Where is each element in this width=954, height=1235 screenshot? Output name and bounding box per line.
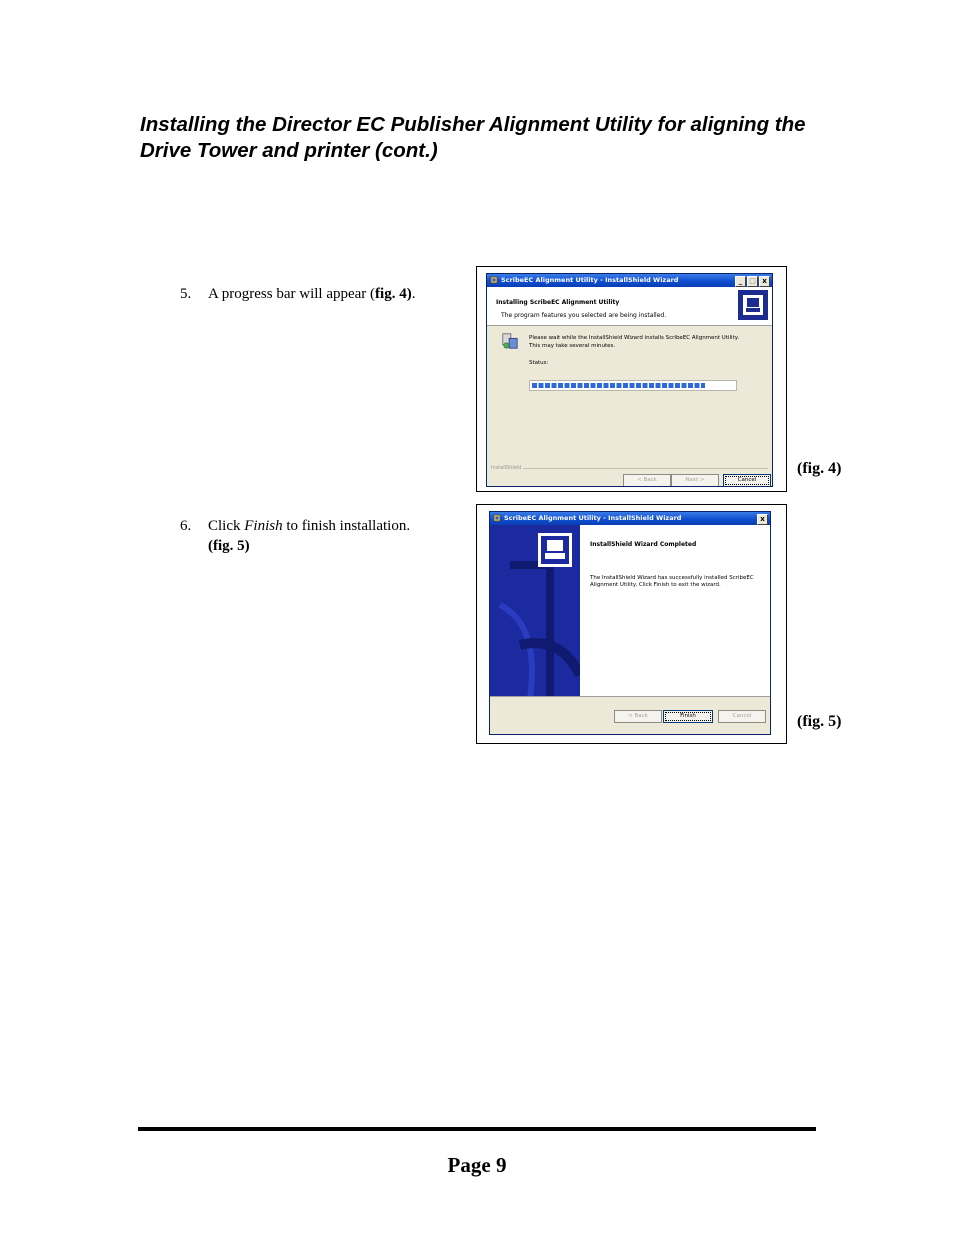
dialog-header: [487, 287, 772, 326]
completed-title: InstallShield Wizard Completed: [590, 541, 697, 548]
step-6: [180, 516, 460, 556]
back-button[interactable]: < Back: [614, 710, 662, 723]
step-text-end: .: [411, 286, 416, 302]
install-icon: [501, 332, 519, 350]
minimize-button[interactable]: _: [735, 276, 746, 287]
status-label: Status:: [529, 360, 549, 366]
cancel-button[interactable]: Cancel: [723, 474, 771, 487]
dialog-title: ScribeEC Alignment Utility - InstallShield Wizard: [501, 276, 679, 284]
installer-app-icon: [490, 276, 498, 284]
next-button[interactable]: Next >: [671, 474, 719, 487]
progress-message: Please wait while the InstallShield Wizard installs ScribeEC Alignment Utility. This may take several minutes.: [529, 335, 739, 349]
dialog-titlebar[interactable]: [490, 512, 770, 525]
footer-rule: [138, 1127, 816, 1131]
step-text-plain: Click: [208, 518, 245, 534]
step-5: [180, 284, 460, 304]
install-progress-bar: [529, 380, 737, 391]
installer-app-icon: [493, 514, 501, 522]
completed-message: The InstallShield Wizard has successfully installed ScribeEC Alignment Utility. Click Finish to exit the wizard.: [590, 575, 754, 588]
step-number: 5.: [180, 286, 192, 302]
install-complete-dialog: [489, 511, 771, 735]
dialog-titlebar[interactable]: [487, 274, 772, 287]
install-progress-dialog: [486, 273, 773, 487]
header-title: Installing ScribeEC Alignment Utility: [496, 299, 620, 306]
step-text: [208, 516, 448, 556]
finish-button[interactable]: Finish: [663, 710, 713, 723]
step-text-end: to finish installation.: [282, 518, 411, 534]
divider: [523, 468, 768, 469]
page-number: Page 9: [447, 1153, 507, 1177]
step-figure-ref: (fig. 5): [208, 538, 250, 554]
figure-5-caption: (fig. 5): [797, 713, 842, 730]
header-subtitle: The program features you selected are being installed.: [501, 312, 667, 319]
side-panel-graphic: [490, 525, 580, 699]
maximize-button[interactable]: □: [747, 276, 758, 287]
dialog-title: ScribeEC Alignment Utility - InstallShield Wizard: [504, 514, 682, 522]
progress-fill: [532, 383, 705, 388]
close-button[interactable]: x: [757, 514, 768, 525]
cancel-button[interactable]: Cancel: [718, 710, 766, 723]
figure-4-caption: (fig. 4): [797, 460, 842, 477]
step-text-plain: A progress bar will appear (: [208, 286, 376, 302]
close-button[interactable]: x: [759, 276, 770, 287]
back-button[interactable]: < Back: [623, 474, 671, 487]
step-text: [208, 284, 448, 304]
computer-install-icon: [738, 290, 768, 320]
figure-4-frame: [476, 266, 787, 492]
installshield-brand: InstallShield: [491, 465, 522, 471]
step-figure-ref: fig. 4): [375, 286, 412, 302]
step-number: 6.: [180, 518, 192, 534]
figure-5-frame: [476, 504, 787, 744]
dialog-footer: [490, 696, 770, 734]
step-emphasis: Finish: [244, 518, 283, 534]
section-heading: Installing the Director EC Publisher Alignment Utility for aligning the Drive Tower and printer (cont.): [140, 113, 806, 162]
